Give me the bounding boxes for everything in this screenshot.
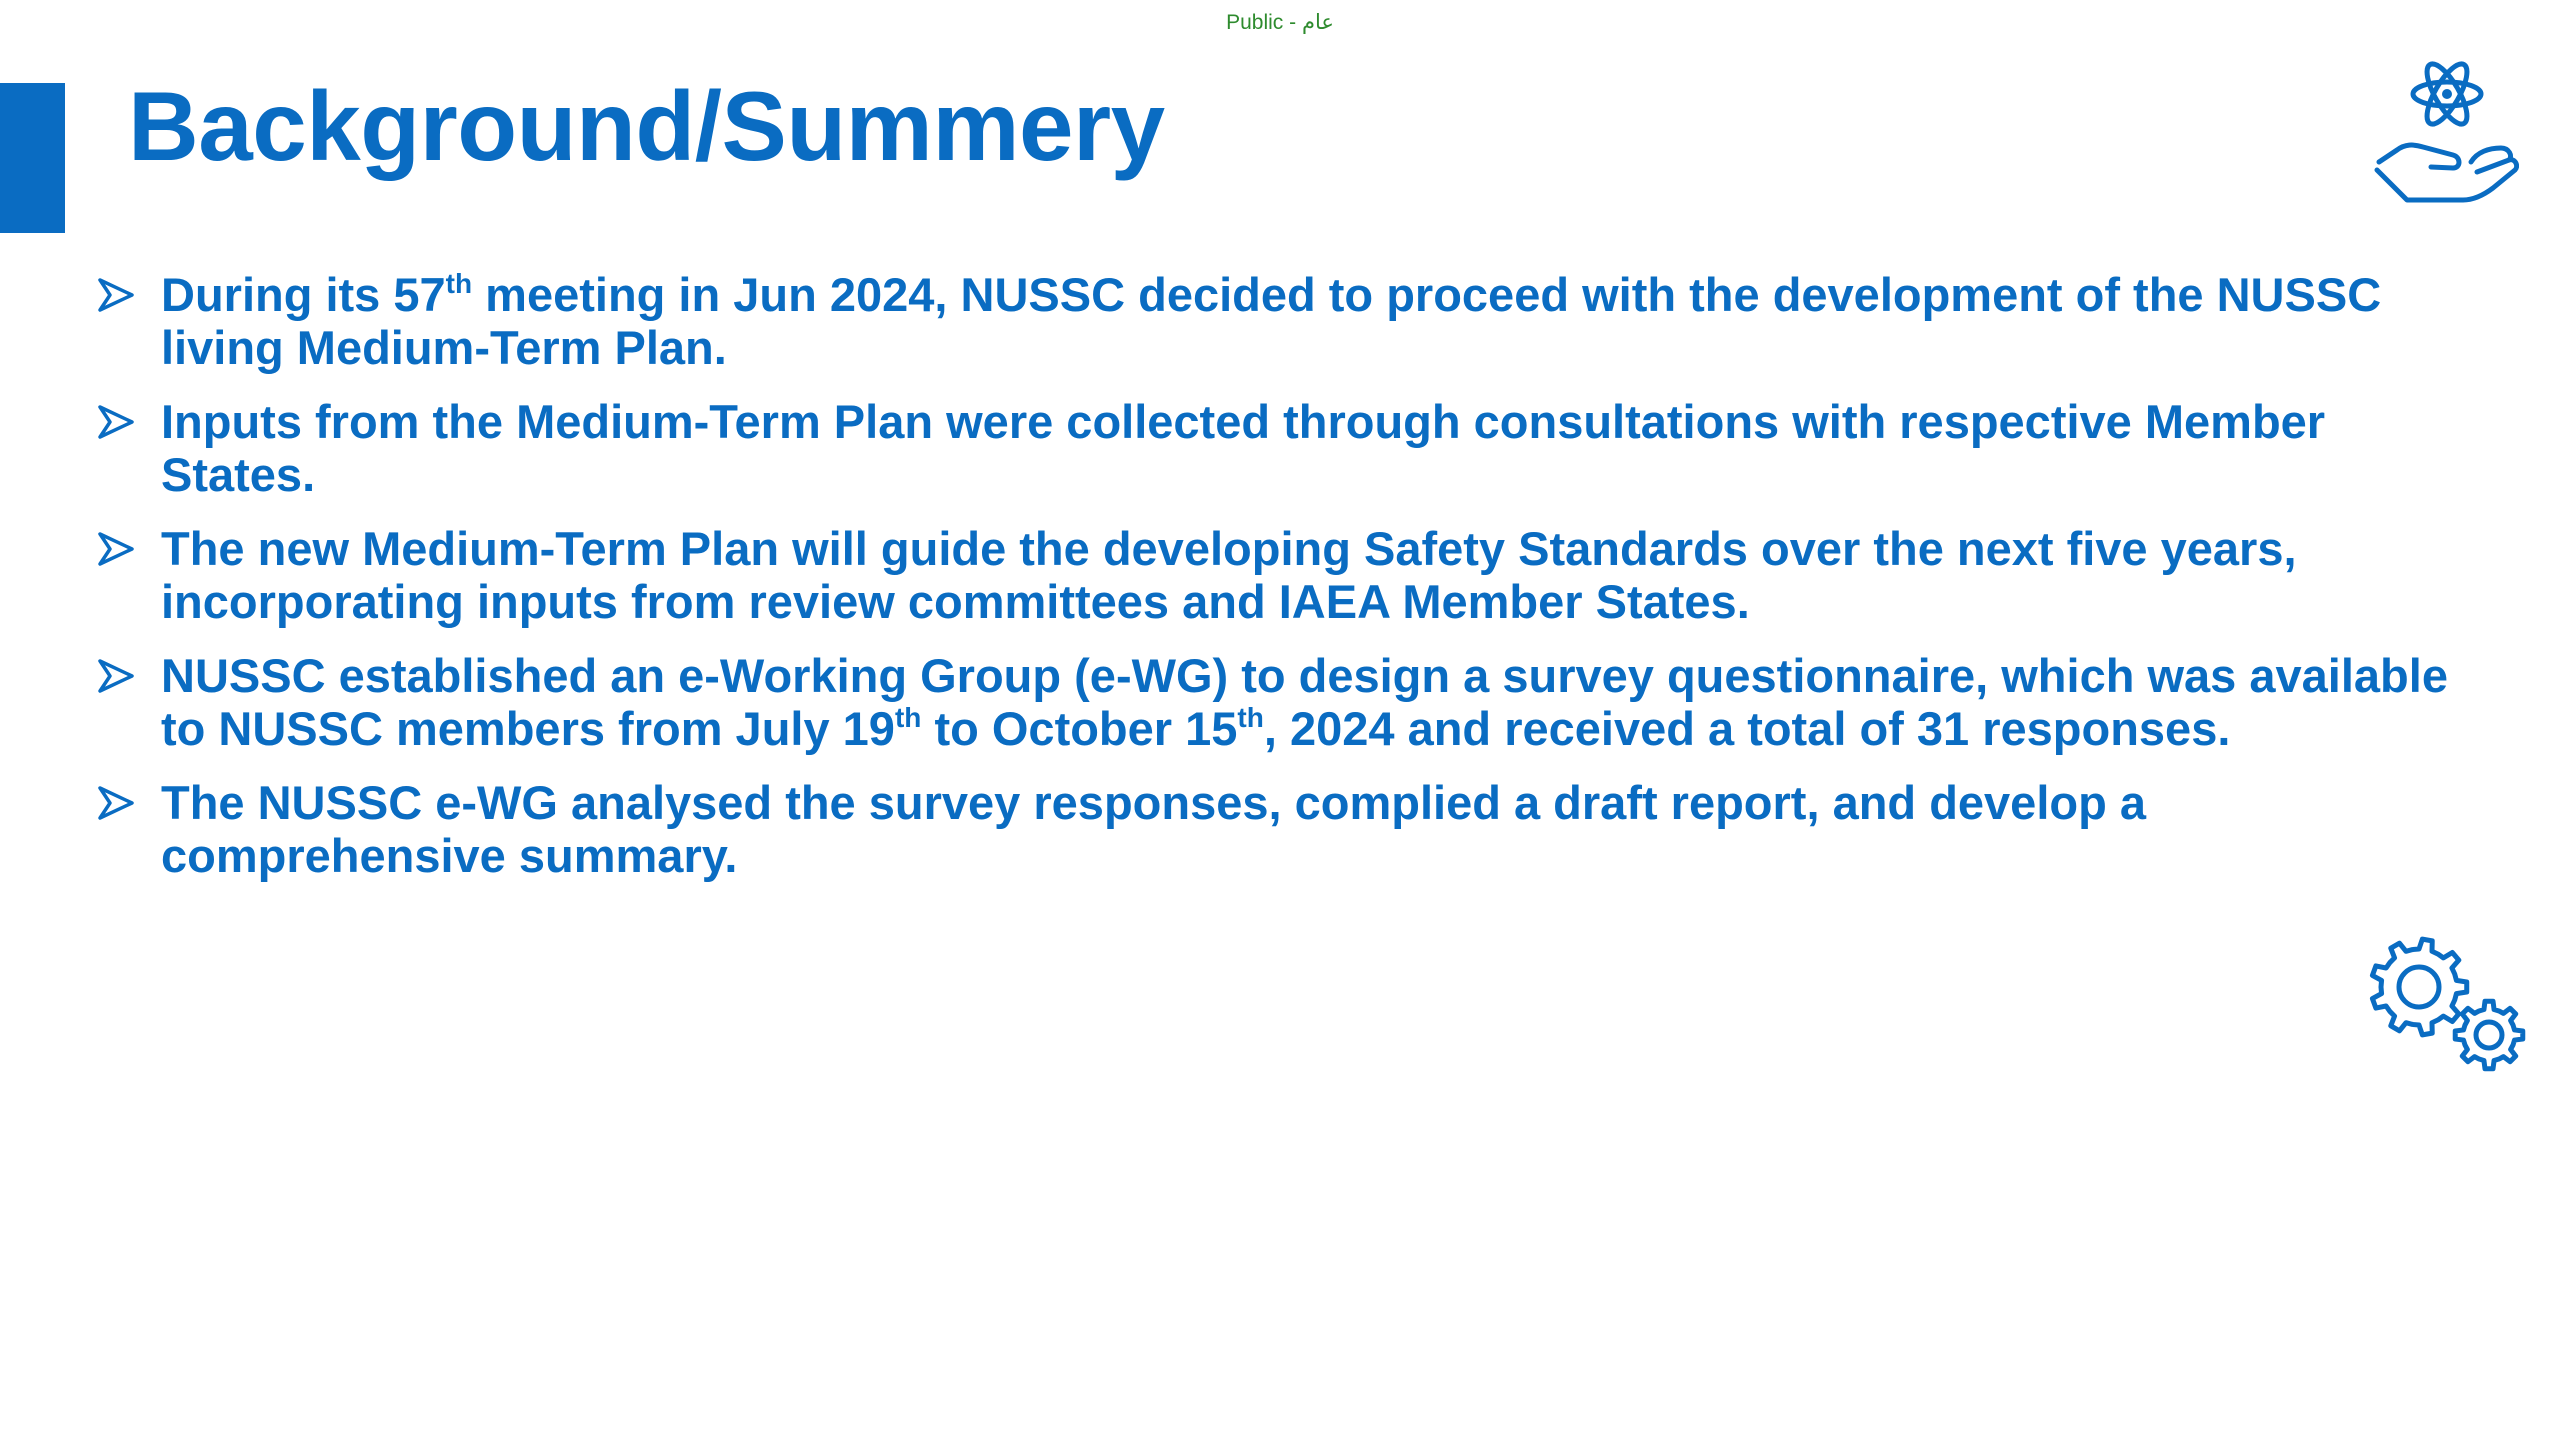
bullet-text [161,395,2325,501]
bullet-text [161,776,2146,882]
bullet-text-run: The new Medium-Term Plan will guide the developing Safety Standards over the next five years, incorporating inputs from review committees and IAEA Member States. [161,522,2297,628]
bullet-text [161,522,2297,628]
bullet-text-run: to October 15 [921,702,1238,755]
classification-label: Public - عام [1226,11,1334,34]
bullet-item [98,522,2488,628]
bullet-text-run: During its 57 [161,268,446,321]
atom-in-hand-icon [2373,52,2519,208]
bullet-text [161,268,2381,374]
bullet-text-run: Inputs from the Medium-Term Plan were collected through consultations with respective Member States. [161,395,2326,501]
bullet-item [98,395,2488,501]
arrowhead-bullet-icon [98,659,134,693]
bullet-text-run: meeting in Jun 2024, NUSSC decided to proceed with the development of the NUSSC living Medium-Term Plan. [161,268,2382,374]
bullet-item [98,268,2488,374]
gears-icon [2367,935,2527,1073]
bullet-text [161,649,2448,755]
ordinal-superscript: th [1237,702,1264,733]
ordinal-superscript: th [445,268,473,299]
bullet-text-run: , 2024 and received a total of 31 responses. [1263,702,2231,755]
bullet-item [98,649,2488,755]
bullet-text-run: The NUSSC e-WG analysed the survey responses, complied a draft report, and develop a comprehensive summary. [161,776,2146,882]
slide-title: Background/Summery [128,71,1165,181]
arrowhead-bullet-icon [98,278,134,312]
bullet-text-run: NUSSC established an e-Working Group (e-WG) to design a survey questionnaire, which was available to NUSSC members from July 19 [161,649,2448,755]
arrowhead-bullet-icon [98,405,134,439]
bullet-item [98,776,2488,882]
bullet-list [98,268,2488,903]
arrowhead-bullet-icon [98,786,134,820]
ordinal-superscript: th [894,702,922,733]
arrowhead-bullet-icon [98,532,134,566]
title-accent-bar [0,83,65,233]
